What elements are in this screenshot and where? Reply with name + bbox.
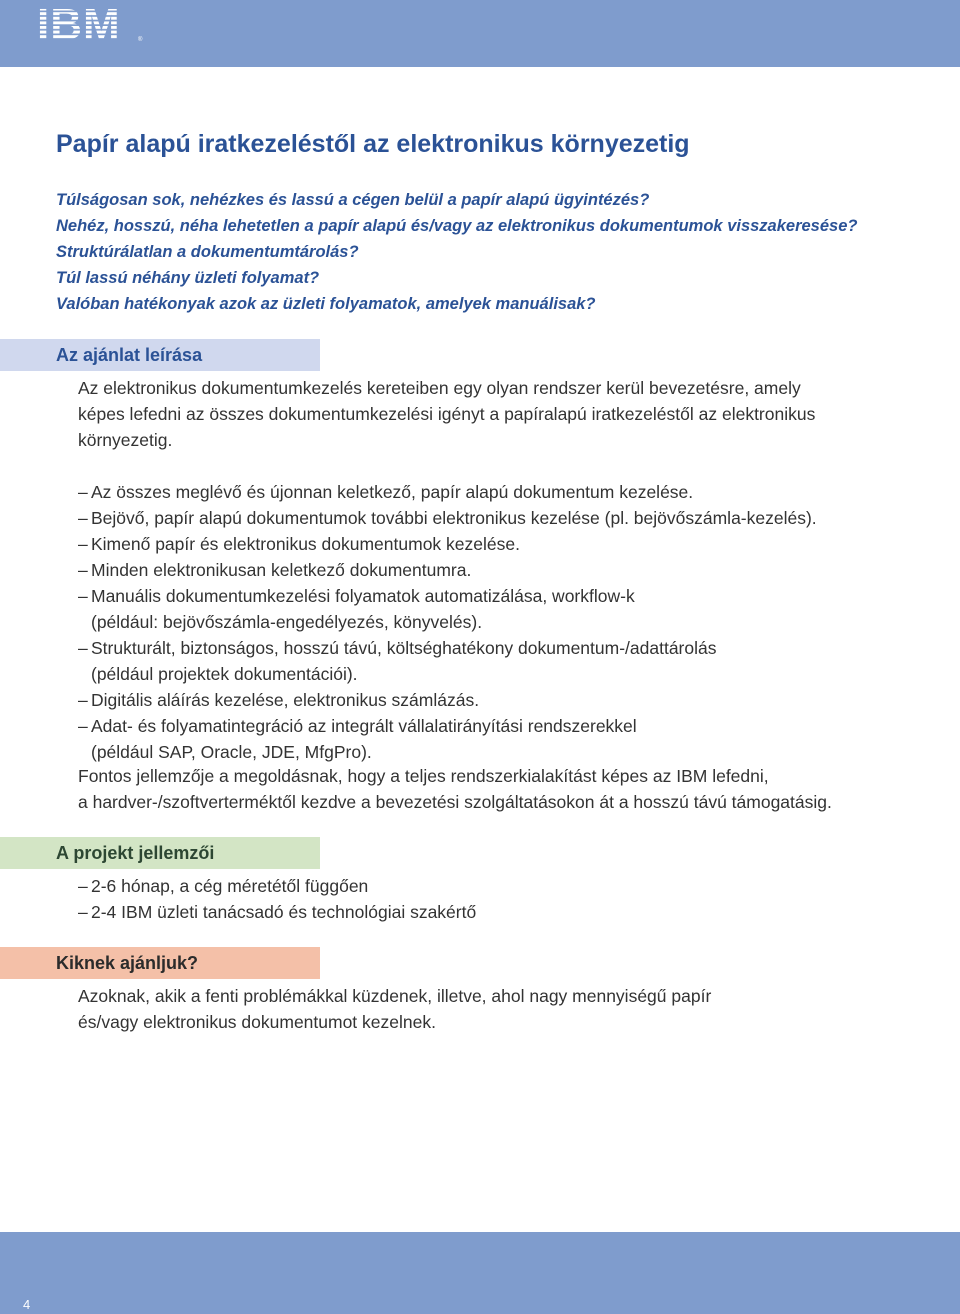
offer-intro-line: Az elektronikus dokumentumkezelés kereteiben egy olyan rendszer kerül bevezetésre, amely [78, 378, 801, 398]
offer-bullet-list [78, 479, 817, 765]
question-list [56, 187, 857, 317]
list-item [78, 583, 817, 635]
bullet-dash: – [78, 586, 88, 606]
svg-text:IBM: IBM [37, 3, 121, 43]
list-item-text: Kimenő papír és elektronikus dokumentumok kezelése. [91, 534, 520, 554]
list-item [78, 713, 817, 765]
list-item-text: Az összes meglévő és újonnan keletkező, papír alapú dokumentum kezelése. [91, 482, 694, 502]
question-item: Nehéz, hosszú, néha lehetetlen a papír alapú és/vagy az elektronikus dokumentumok visszakeresése? [56, 217, 858, 235]
bullet-dash: – [78, 560, 88, 580]
audience-heading: Kiknek ajánljuk? [56, 953, 199, 973]
question-item: Valóban hatékonyak azok az üzleti folyamatok, amelyek manuálisak? [56, 295, 596, 313]
bullet-dash: – [78, 690, 88, 710]
list-item-text: Minden elektronikusan keletkező dokumentumra. [91, 560, 472, 580]
list-item [78, 873, 476, 899]
list-item-text: 2-6 hónap, a cég méretétől függően [91, 876, 369, 896]
bullet-dash: – [78, 508, 88, 528]
list-item-text: Manuális dokumentumkezelési folyamatok automatizálása, workflow-k (például: bejövőszámla-engedélyezés, könyvelés). [91, 586, 635, 632]
list-item [78, 557, 817, 583]
list-item [78, 635, 817, 687]
project-heading: A projekt jellemzői [56, 843, 215, 863]
bullet-dash: – [78, 876, 88, 896]
list-item-text: Adat- és folyamatintegráció az integrált vállalatirányítási rendszerekkel (például SAP, Oracle, JDE, MfgPro). [91, 716, 637, 762]
page-number: 4 [23, 1297, 31, 1312]
bullet-dash: – [78, 716, 88, 736]
footer-band [0, 1232, 960, 1314]
list-item-text: 2-4 IBM üzleti tanácsadó és technológiai szakértő [91, 902, 477, 922]
list-item [78, 899, 476, 925]
bullet-dash: – [78, 482, 88, 502]
list-item [78, 479, 817, 505]
audience-text [78, 983, 711, 1035]
list-item-text: Digitális aláírás kezelése, elektronikus számlázás. [91, 690, 480, 710]
ibm-logo [37, 3, 147, 43]
bullet-dash: – [78, 902, 88, 922]
offer-closing-line: Fontos jellemzője a megoldásnak, hogy a teljes rendszerkialakítást képes az IBM lefedni, [78, 766, 769, 786]
offer-intro-line: környezetig. [78, 430, 173, 450]
list-item-text: Bejövő, papír alapú dokumentumok további elektronikus kezelése (pl. bejövőszámla-kezelés). [91, 508, 817, 528]
question-item: Túl lassú néhány üzleti folyamat? [56, 269, 320, 287]
list-item [78, 505, 817, 531]
bullet-dash: – [78, 638, 88, 658]
svg-text:®: ® [138, 37, 143, 43]
list-item [78, 687, 817, 713]
project-bullet-list [78, 873, 476, 925]
offer-heading: Az ajánlat leírása [56, 345, 203, 365]
offer-closing [78, 763, 832, 815]
offer-intro [78, 375, 815, 453]
offer-intro-line: képes lefedni az összes dokumentumkezelési igényt a papíralapú iratkezeléstől az elektronikus [78, 404, 816, 424]
list-item [78, 531, 817, 557]
audience-line: Azoknak, akik a fenti problémákkal küzdenek, illetve, ahol nagy mennyiségű papír [78, 986, 712, 1006]
question-item: Struktúrálatlan a dokumentumtárolás? [56, 243, 359, 261]
header-band [0, 0, 960, 67]
list-item-text: Strukturált, biztonságos, hosszú távú, költséghatékony dokumentum-/adattárolás (például projektek dokumentációi). [91, 638, 717, 684]
offer-closing-line: a hardver-/szoftverterméktől kezdve a bevezetési szolgáltatásokon át a hosszú távú támogatásig. [78, 792, 832, 812]
audience-line: és/vagy elektronikus dokumentumot kezelnek. [78, 1012, 436, 1032]
bullet-dash: – [78, 534, 88, 554]
question-item: Túlságosan sok, nehézkes és lassú a cégen belül a papír alapú ügyintézés? [56, 191, 650, 209]
page-title: Papír alapú iratkezeléstől az elektronikus környezetig [56, 130, 690, 158]
